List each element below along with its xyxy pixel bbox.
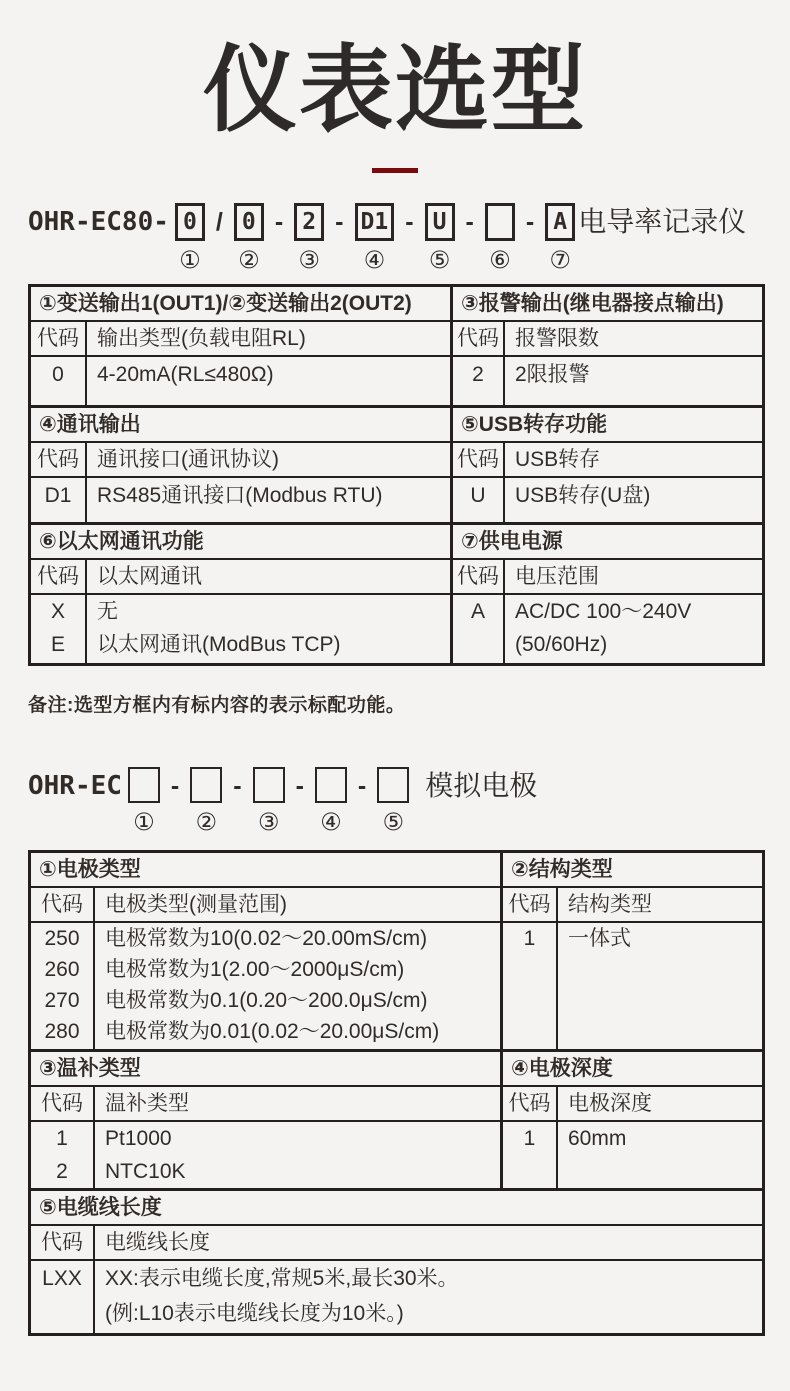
separator-dash: - — [170, 771, 180, 800]
section-title: ⑦供电电源 — [461, 529, 563, 553]
section-title: ③温补类型 — [39, 1056, 141, 1080]
desc-value: 电极常数为0.1(0.20～200.0μS/cm) — [105, 988, 428, 1012]
col-header-code: 代码 — [31, 888, 95, 921]
section-comm-output — [31, 408, 450, 522]
code-value: LXX — [42, 1266, 82, 1290]
section-title: ⑤USB转存功能 — [461, 412, 608, 436]
column-headers — [31, 441, 450, 476]
table-row — [503, 921, 762, 1049]
band-ethernet-power — [31, 522, 762, 663]
column-headers — [453, 558, 762, 593]
model-code-line-electrode — [28, 767, 790, 836]
table-rows — [31, 593, 450, 663]
separator-dash: - — [357, 771, 367, 800]
code-value: 1 — [56, 1126, 68, 1150]
model-code-box: 0 — [175, 203, 205, 241]
column-headers — [453, 441, 762, 476]
circled-number-1: ① — [179, 246, 201, 274]
code-value: 2 — [56, 1159, 68, 1183]
code-value: X — [50, 599, 65, 623]
model1-segment-5 — [425, 203, 455, 274]
col-header-desc: 电缆线长度 — [105, 1230, 210, 1254]
col-header-desc: 电压范围 — [515, 564, 599, 588]
section-title: ④通讯输出 — [39, 412, 141, 436]
column-headers — [503, 886, 762, 921]
band-electrode-structure — [31, 853, 762, 1049]
code-value: 1 — [523, 926, 536, 950]
code-value: A — [470, 599, 485, 623]
model-code-line-recorder — [28, 203, 790, 274]
desc-value: Pt1000 — [105, 1126, 172, 1150]
col-header-code: 代码 — [453, 322, 505, 355]
col-header-code: 代码 — [31, 560, 87, 593]
section-transmit-output — [31, 287, 450, 405]
model2-segment-1 — [128, 767, 160, 836]
col-header-desc: 通讯接口(通讯协议) — [97, 447, 279, 471]
col-header-desc: 电极深度 — [568, 1091, 652, 1115]
desc-value: RS485通讯接口(Modbus RTU) — [97, 483, 383, 507]
column-headers — [31, 886, 500, 921]
model2-segment-4 — [315, 767, 347, 836]
model-code-box: 2 — [294, 203, 324, 241]
desc-value: XX:表示电缆长度,常规5米,最长30米。 — [105, 1266, 459, 1290]
circled-number-4: ④ — [363, 246, 386, 274]
desc-value: 电极常数为1(2.00～2000μS/cm) — [105, 957, 405, 981]
col-header-code: 代码 — [31, 322, 87, 355]
title-accent-divider — [372, 168, 418, 173]
col-header-code: 代码 — [31, 1226, 95, 1259]
circled-number-7: ⑦ — [549, 246, 571, 274]
model2-segment-3 — [253, 767, 285, 836]
col-header-desc: 以太网通讯 — [97, 564, 202, 588]
desc-value: 无 — [97, 599, 118, 623]
section-title: ②结构类型 — [511, 857, 613, 881]
separator-dash: - — [525, 207, 535, 236]
section-title: ④电极深度 — [511, 1056, 613, 1080]
table-row — [453, 476, 762, 522]
col-header-desc: 结构类型 — [568, 892, 652, 916]
code-value: E — [50, 632, 65, 656]
desc-value: 以太网通讯(ModBus TCP) — [97, 632, 341, 656]
model1-segment-1 — [175, 203, 205, 274]
column-headers — [31, 320, 450, 355]
recorder-options-table — [28, 284, 765, 666]
separator-dash: - — [295, 771, 304, 800]
model-code-box: A — [545, 203, 575, 241]
section-structure-type — [500, 853, 762, 1049]
section-title: ①变送输出1(OUT1)/②变送输出2(OUT2) — [39, 291, 412, 315]
circled-number-4: ④ — [320, 808, 342, 836]
section-power-supply — [450, 525, 762, 663]
desc-value: 4-20mA(RL≤480Ω) — [97, 362, 274, 386]
table-row — [503, 1120, 762, 1188]
code-value: 280 — [44, 1019, 80, 1043]
circled-number-5: ⑤ — [382, 808, 404, 836]
model-code-box: D1 — [355, 203, 395, 241]
section-title: ⑥以太网通讯功能 — [39, 529, 204, 553]
desc-value: 电极常数为0.01(0.02～20.00μS/cm) — [105, 1019, 440, 1043]
electrode-options-table — [28, 850, 765, 1336]
band-comm-usb — [31, 405, 762, 522]
band-cable-length — [31, 1188, 762, 1333]
col-header-code: 代码 — [31, 1087, 95, 1120]
table-rows — [31, 1120, 500, 1188]
model1-segment-2 — [234, 203, 264, 274]
section-ethernet — [31, 525, 450, 663]
code-value: 260 — [44, 957, 80, 981]
section-alarm-output — [450, 287, 762, 405]
band-tempcomp-depth — [31, 1049, 762, 1188]
desc-value: 60mm — [568, 1126, 627, 1150]
circled-number-2: ② — [195, 808, 217, 836]
code-value: D1 — [44, 483, 72, 507]
separator-dash: - — [335, 207, 344, 236]
column-headers — [31, 1085, 500, 1120]
section-title: ③报警输出(继电器接点输出) — [461, 291, 724, 315]
table-row — [453, 593, 762, 663]
table-rows — [31, 921, 500, 1049]
circled-number-2: ② — [238, 246, 260, 274]
model1-prefix: OHR-EC80- — [28, 206, 169, 237]
model-code-box-empty — [485, 203, 515, 241]
model1-segment-7 — [545, 203, 575, 274]
section-title: ⑤电缆线长度 — [39, 1195, 162, 1219]
code-value: 1 — [523, 1126, 536, 1150]
desc-value: AC/DC 100～240V — [515, 599, 692, 623]
model2-segment-2 — [190, 767, 222, 836]
col-header-code: 代码 — [31, 443, 87, 476]
col-header-desc: 电极类型(测量范围) — [105, 892, 287, 916]
circled-number-3: ③ — [257, 808, 280, 836]
separator-dash: - — [274, 207, 284, 236]
col-header-code: 代码 — [503, 1087, 558, 1120]
section-electrode-type — [31, 853, 500, 1049]
col-header-code: 代码 — [503, 888, 558, 921]
model2-product-name: 模拟电极 — [425, 769, 538, 801]
column-headers — [503, 1085, 762, 1120]
table-row — [31, 355, 450, 405]
table-row — [31, 1259, 762, 1333]
model1-product-name: 电导率记录仪 — [578, 205, 747, 237]
code-value: 250 — [44, 926, 80, 950]
separator-slash: / — [215, 207, 223, 236]
model-code-box-empty — [253, 767, 285, 803]
circled-number-6: ⑥ — [489, 246, 511, 274]
column-headers — [31, 1224, 762, 1259]
desc-value-line2: (例:L10表示电缆线长度为10米。) — [105, 1301, 404, 1325]
section-title: ①电极类型 — [39, 857, 141, 881]
code-value: 0 — [52, 362, 64, 386]
desc-value: 电极常数为10(0.02～20.00mS/cm) — [105, 926, 428, 950]
separator-dash: - — [405, 207, 414, 236]
col-header-desc: 温补类型 — [105, 1091, 189, 1115]
model-code-box: U — [425, 203, 455, 241]
model-code-box-empty — [315, 767, 347, 803]
col-header-code: 代码 — [453, 560, 505, 593]
circled-number-3: ③ — [298, 246, 320, 274]
table-row — [31, 476, 450, 522]
code-value: U — [470, 483, 486, 507]
model-code-box-empty — [377, 767, 409, 803]
model-code-box: 0 — [234, 203, 264, 241]
code-value: 270 — [44, 988, 80, 1012]
note-text: 备注:选型方框内有标内容的表示标配功能。 — [28, 694, 406, 716]
model1-segment-3 — [294, 203, 324, 274]
separator-dash: - — [465, 207, 474, 236]
desc-value: 一体式 — [568, 926, 631, 950]
model1-segment-4 — [355, 203, 395, 274]
col-header-code: 代码 — [453, 443, 505, 476]
column-headers — [453, 320, 762, 355]
desc-value: NTC10K — [105, 1159, 186, 1183]
col-header-desc: 输出类型(负载电阻RL) — [97, 326, 306, 350]
band-output-alarm — [31, 287, 762, 405]
model1-segment-6 — [485, 203, 515, 274]
circled-number-5: ⑤ — [428, 246, 451, 274]
model-code-box-empty — [128, 767, 160, 803]
desc-value: USB转存(U盘) — [515, 483, 651, 507]
code-value: 2 — [472, 362, 484, 386]
table-row — [453, 355, 762, 405]
column-headers — [31, 558, 450, 593]
model2-prefix: OHR-EC — [28, 770, 122, 801]
col-header-desc: 报警限数 — [515, 326, 599, 350]
desc-value: 2限报警 — [515, 362, 590, 386]
section-cable-length — [31, 1191, 762, 1333]
model-code-box-empty — [190, 767, 222, 803]
desc-value-line2: (50/60Hz) — [515, 632, 608, 656]
col-header-desc: USB转存 — [515, 447, 601, 471]
section-usb-transfer — [450, 408, 762, 522]
circled-number-1: ① — [133, 808, 155, 836]
section-temp-compensation — [31, 1052, 500, 1188]
page-title: 仪表选型 — [202, 37, 587, 142]
separator-dash: - — [233, 771, 242, 800]
model2-segment-5 — [377, 767, 409, 836]
section-electrode-depth — [500, 1052, 762, 1188]
